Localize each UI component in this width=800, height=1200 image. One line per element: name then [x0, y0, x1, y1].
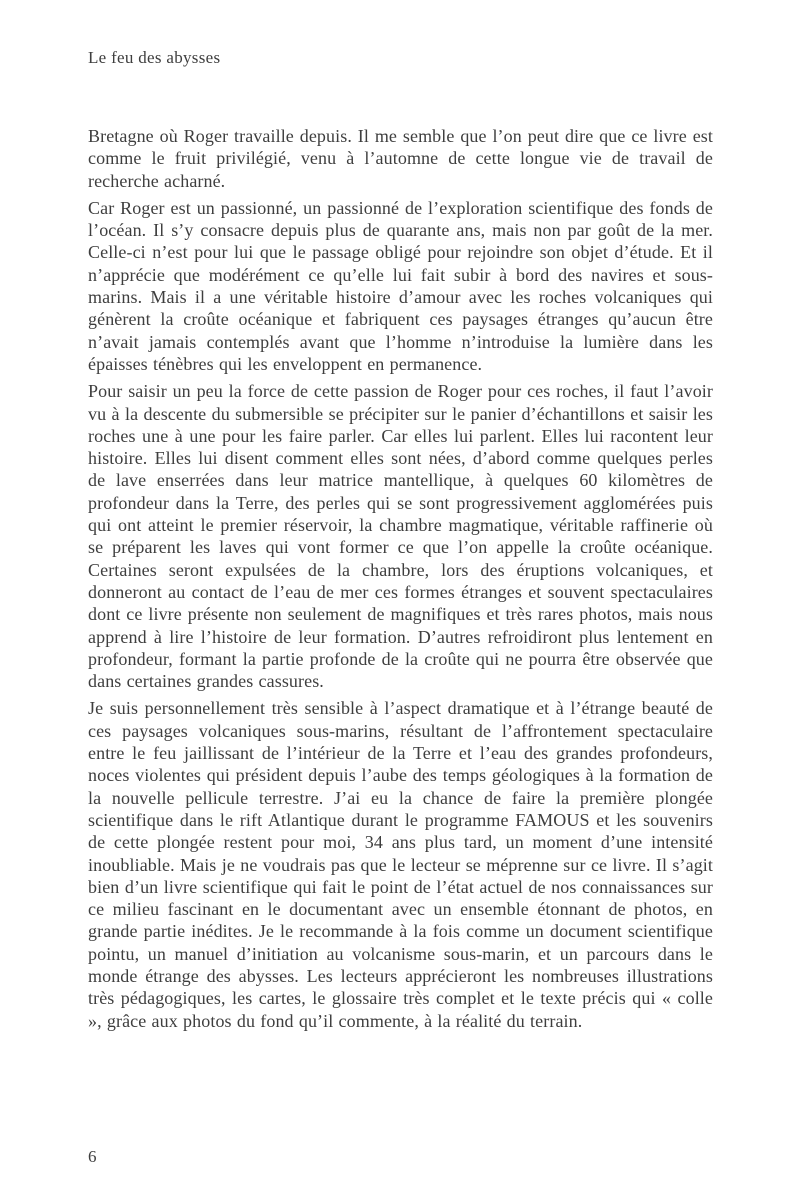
page-number: 6: [88, 1147, 97, 1166]
running-header: Le feu des abysses: [88, 48, 221, 67]
paragraph: Car Roger est un passionné, un passionné de l’exploration scientifique des fonds de l’océan. Il s’y consacre depuis plus de quarante ans, mais non par goût de la mer. Celle-ci n’est pour lui que le passage obligé pour rejoindre son objet d’étude. Et il n’apprécie que modérément ce qu’elle lui fait subir à bord des navires et sous-marins. Mais il a une véritable histoire d’amour avec les roches volcaniques qui génèrent la croûte océanique et fabriquent ces paysages étranges qu’aucun être n’avait jamais contemplés avant que l’homme n’introduise la lumière dans les épaisses ténèbres qui les enveloppent en permanence.: [88, 197, 713, 374]
paragraph: Pour saisir un peu la force de cette passion de Roger pour ces roches, il faut l’avoir vu à la descente du submersible se précipiter sur le panier d’échantillons et saisir les roches une à une pour les faire parler. Car elles lui parlent. Elles lui racontent leur histoire. Elles lui disent comment elles sont nées, d’abord comme quelques perles de lave enserrées dans leur matrice mantellique, à quelques 60 kilomètres de profondeur dans la Terre, des perles qui se sont progressivement agglomérées puis qui ont atteint le premier réservoir, la chambre magmatique, véritable raffinerie où se préparent les laves qui vont former ce que l’on appelle la croûte océanique. Certaines seront expulsées de la chambre, lors des éruptions volcaniques, et donneront au contact de l’eau de mer ces formes étranges et souvent spectaculaires dont ce livre présente non seulement de magnifiques et très rares photos, mais nous apprend à lire l’histoire de leur formation. D’autres refroidiront plus lentement en profondeur, formant la partie profonde de la croûte qui ne pourra être observée que dans certaines grandes cassures.: [88, 381, 713, 692]
paragraph: Je suis personnellement très sensible à l’aspect dramatique et à l’étrange beauté de ces paysages volcaniques sous-marins, résultant de l’affrontement spectaculaire entre le feu jaillissant de l’intérieur de la Terre et l’eau des grandes profondeurs, noces violentes qui président depuis l’aube des temps géologiques à la formation de la nouvelle pellicule terrestre. J’ai eu la chance de faire la première plongée scientifique dans le rift Atlantique durant le programme FAMOUS et les souvenirs de cette plongée restent pour moi, 34 ans plus tard, un moment d’une intensité inoubliable. Mais je ne voudrais pas que le lecteur se méprenne sur ce livre. Il s’agit bien d’un livre scientifique qui fait le point de l’état actuel de nos connaissances sur ce milieu fascinant en le documentant avec un ensemble étonnant de photos, en grande partie inédites. Je le recommande à la fois comme un document scientifique pointu, un manuel d’initiation au volcanisme sous-marin, et un parcours dans le monde étrange des abysses. Les lecteurs apprécieront les nombreuses illustrations très pédagogiques, les cartes, le glossaire très complet et le texte précis qui « colle », grâce aux photos du fond qu’il commente, à la réalité du terrain.: [88, 698, 713, 1031]
page-body: [88, 125, 713, 1032]
paragraph: Bretagne où Roger travaille depuis. Il me semble que l’on peut dire que ce livre est comme le fruit privilégié, venu à l’automne de cette longue vie de travail de recherche acharné.: [88, 126, 713, 191]
